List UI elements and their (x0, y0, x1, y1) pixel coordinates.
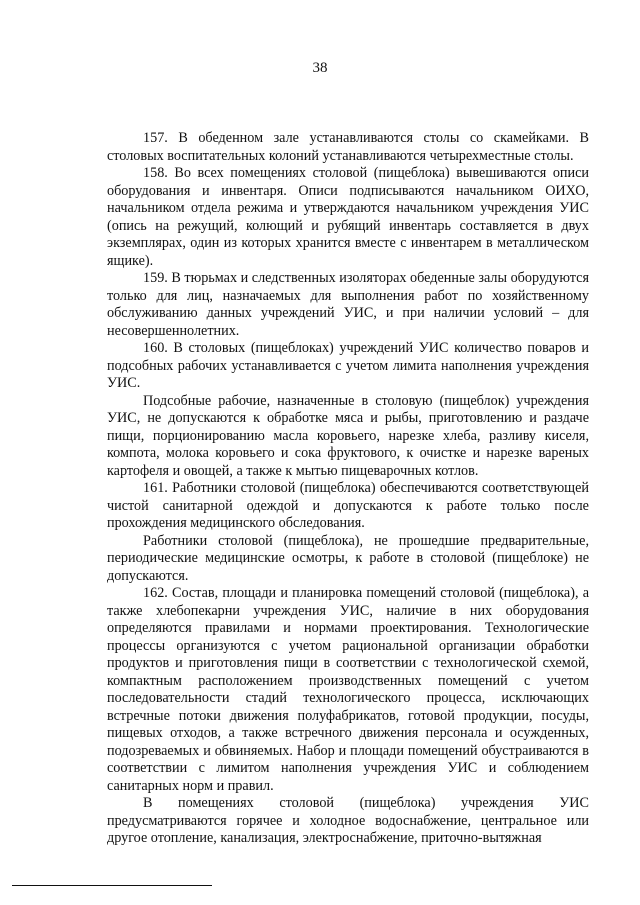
paragraph-160: 160. В столовых (пищеблоках) учреждений УИС количество поваров и подсобных рабочих устанавливается с учетом лимита наполнения учреждения УИС. (107, 340, 589, 391)
paragraph-161-medical-exam: Работники столовой (пищеблока), не прошедшие предварительные, периодические медицинские осмотры, к работе в столовой (пищеблоке) не допускаются. (107, 532, 589, 584)
footer-divider (12, 885, 212, 886)
paragraph-158: 158. Во всех помещениях столовой (пищеблока) вывешиваются описи оборудования и инвентаря. Описи подписываются начальником ОИХО, начальником отдела режима и утверждаются начальником учреждения УИС (опись на режущий, колющий и рубящий инвентарь составляется в двух экземплярах, один из которых хранится вместе с инвентарем в металлическом ящике). (107, 165, 589, 269)
paragraph-159: 159. В тюрьмах и следственных изоляторах обеденные залы оборудуются только для лиц, назначаемых для выполнения работ по хозяйственному обслуживанию данных учреждений УИС, и при наличии условий – для несовершеннолетних. (107, 270, 589, 339)
paragraph-160-auxiliary-workers: Подсобные рабочие, назначенные в столовую (пищеблок) учреждения УИС, не допускаются к обработке мяса и рыбы, приготовлению и раздаче пищи, порционированию масла коровьего, нарезке хлеба, разливу киселя, компота, молока коровьего и сока фруктового, к очистке и нарезке вареных картофеля и овощей, а также к мытью пищеварочных котлов. (107, 392, 589, 479)
paragraph-161: 161. Работники столовой (пищеблока) обеспечиваются соответствующей чистой санитарной одеждой и допускаются к работе только после прохождения медицинского обследования. (107, 480, 589, 531)
paragraph-157: 157. В обеденном зале устанавливаются столы со скамейками. В столовых воспитательных колоний устанавливаются четырехместные столы. (107, 130, 589, 164)
page-number: 38 (312, 60, 328, 76)
paragraph-162: 162. Состав, площади и планировка помещений столовой (пищеблока), а также хлебопекарни учреждения УИС, наличие в них оборудования определяются правилами и нормами проектирования. Технологические процессы организуются с учетом рациональной организации обработки продуктов и приготовления пищи в соответствии с технологической схемой, компактным расположением производственных помещений с учетом последовательности стадий технологического процесса, исключающих встречные потоки движения полуфабрикатов, готовой продукции, посуды, пищевых отходов, а также встречного движения персонала и осужденных, подозреваемых и обвиняемых. Набор и площади помещений обустраиваются в соответствии с лимитом наполнения учреждения УИС и соблюдением санитарных норм и правил. (107, 585, 589, 794)
paragraph-162-utilities: В помещениях столовой (пищеблока) учреждения УИС предусматриваются горячее и холодное водоснабжение, центральное или другое отопление, канализация, электроснабжение, приточно-вытяжная (107, 795, 589, 846)
document-body (107, 130, 589, 848)
